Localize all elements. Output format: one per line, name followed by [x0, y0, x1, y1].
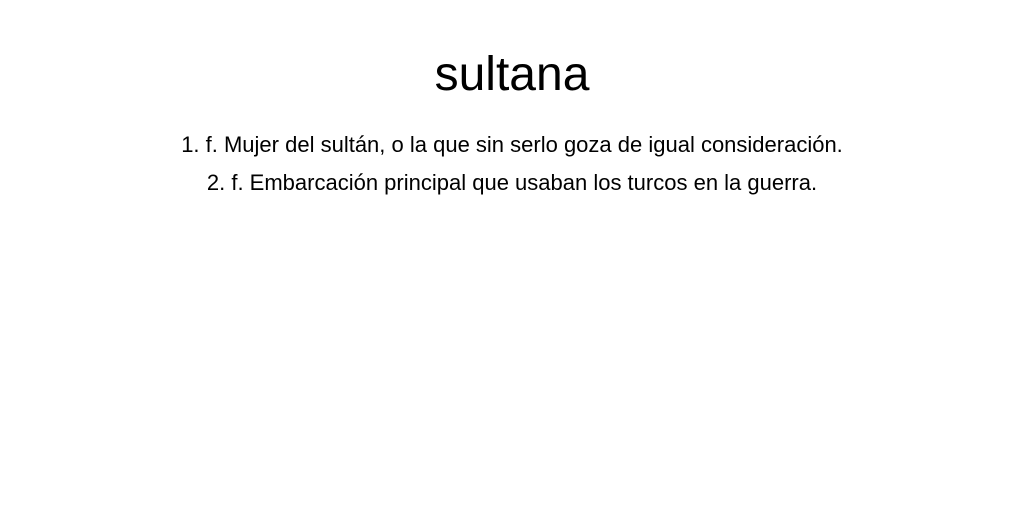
definition-list	[0, 132, 1024, 208]
definition-1: 1. f. Mujer del sultán, o la que sin serlo goza de igual consideración.	[181, 132, 843, 157]
definition-2: 2. f. Embarcación principal que usaban los turcos en la guerra.	[206, 170, 818, 195]
entry-word: sultana	[434, 48, 590, 101]
